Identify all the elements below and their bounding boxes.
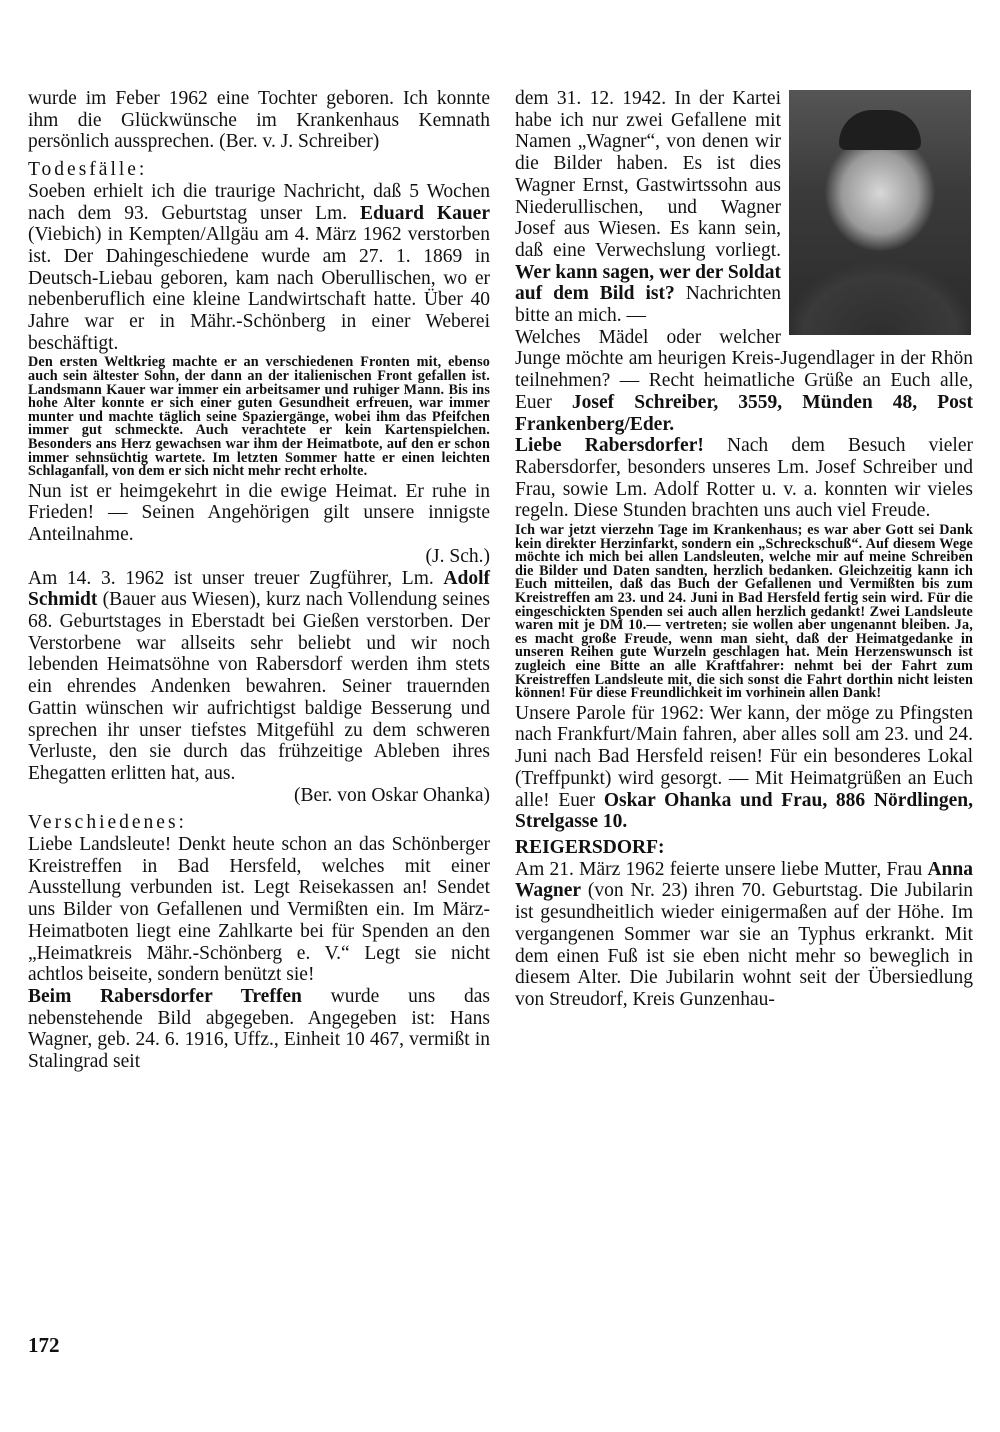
small-print-paragraph: Den ersten Weltkrieg machte er an verschiedenen Fronten mit, ebenso auch sein ältester Sohn, der dann an der italienischen Front gefallen ist. Landsmann Kauer war immer ein arbeitsamer und ruhiger Mann. Bis ins hohe Alter konnte er sich einer guten Gesundheit erfreuen, war immer munter und machte täglich seine Spaziergänge, wobei ihm das Pfeifchen immer gut schmeckte. Auch verachtete er kein Kartenspielchen. Besonders ans Herz gewachsen war ihm der Heimatbote, auf den er schon immer sehnsüchtig wartete. Im letzten Sommer hatte er einen leichten Schlaganfall, von dem er sich nicht mehr recht erholte. [28,354,490,480]
section-heading-reigersdorf: REIGERSDORF: [515,837,665,858]
paragraph-kauer [28,181,490,355]
text: Nach dem Besuch vieler Rabersdorfer, besonders unseres Lm. Josef Schreiber und Frau, sowie Lm. Adolf Rotter u. v. a. konnten wir vieles regeln. Diese Stunden brachten uns auch viel Freude. [515,435,973,522]
page-number: 172 [28,1333,60,1357]
section-heading-todesfaelle: Todesfälle: [28,159,148,181]
cap-shape [839,110,921,150]
author-address: Oskar Ohanka und Frau, 886 Nördlingen, Strelgasse 10. [515,789,973,833]
text: Am 21. März 1962 feierte unsere liebe Mutter, Frau [515,858,928,880]
text: (von Nr. 23) ihren 70. Geburtstag. Die Jubilarin ist gesundheitlich wieder einigermaßen auf der Höhe. Im vergangenen Sommer war sie an Typhus erkrankt. Mit dem einen Fuß ist sie eben nicht mehr so beweglich in diesem Alter. Die Jubilarin wohnt seit der Übersiedlung von Streudorf, Kreis Gunzenhau- [515,880,973,1010]
author-address: Josef Schreiber, 3559, Münden 48, Post Frankenberg/Eder. [515,391,973,435]
text: Am 14. 3. 1962 ist unser treuer Zugführer, Lm. [28,567,444,589]
paragraph [515,859,973,1011]
text: (Viebich) in Kempten/Allgäu am 4. März 1962 verstorben ist. Der Dahingeschiedene wurde am 27. 1. 1869 in Deutsch-Liebau geboren, kam nach Oberullischen, wo er nebenberuflich eine kleine Landwirtschaft hatte. Über 40 Jahre war er in Mähr.-Schönberg in einer Weberei beschäftigt. [28,224,490,354]
soldier-photo [789,90,971,335]
signature: (Ber. von Oskar Ohanka) [293,784,490,806]
paragraph [515,435,973,522]
text: wurde uns das nebenstehende Bild abgegeben. Angegeben ist: Hans Wagner, geb. 24. 6. 1916, Uffz., Einheit 10 467, vermißt in Stalingrad seit [28,985,490,1073]
signature: (J. Sch.) [425,545,490,567]
paragraph-schmidt [28,568,490,785]
right-column [515,88,973,1011]
bold-lead: Beim Rabersdorfer Treffen [28,985,302,1007]
person-name: Anna Wagner [515,858,973,902]
text: (Bauer aus Wiesen), kurz nach Vollendung seines 68. Geburtstages in Eberstadt bei Gießen verstorben. Der Verstorbene war allseits sehr beliebt und wir noch lebenden Heimatsöhne von Rabersdorf werden ihm stets ein ehrendes Andenken bewahren. Seiner trauernden Gattin wünschen wir aufrichtigst baldige Besserung und sprechen ihr unser tiefstes Mitgefühl zu dem schweren Verluste, den sie durch das frühzeitige Ableben ihres Ehegatten erlitten hat, aus. [28,589,490,784]
bold-lead: Liebe Rabersdorfer! [515,435,704,457]
paragraph [515,327,973,436]
text: Unsere Parole für 1962: Wer kann, der möge zu Pfingsten nach Frankfurt/Main fahren, aber alles soll am 23. und 24. Juni nach Bad Hersfeld reisen! Für ein besonderes Lokal (Treffpunkt) wird gesorgt. — Mit Heimatgrüßen an Euch alle! Euer [515,702,973,811]
paragraph [515,703,973,833]
section-heading-verschiedenes: Verschiedenes: [28,812,187,834]
text: dem 31. 12. 1942. In der Kartei habe ich nur zwei Gefallene mit Namen „Wagner“, von denen wir die Bilder haben. Es ist dies Wagner Ernst, Gastwirtssohn aus Niederullischen, und Wagner Josef aus Wiesen. Es kann sein, daß eine Verwechslung vorliegt. [515,88,781,261]
paragraph: Liebe Landsleute! Denkt heute schon an das Schönberger Kreistreffen in Bad Hersfeld, welches mit einer Ausstellung verbunden ist. Legt Reisekassen an! Sendet uns Bilder von Gefallenen und Vermißten ein. Im März-Heimatboten liegt eine Zahlkarte bei für Spenden an den „Heimatkreis Mähr.-Schönberg e. V.“ Legt sie nicht achtlos beiseite, sondern benützt sie! [28,834,490,986]
person-name: Adolf Schmidt [28,567,490,611]
text: Soeben erhielt ich die traurige Nachricht, daß 5 Wochen nach dem 93. Geburtstag unser Lm. [28,180,490,224]
paragraph-wagner [515,88,973,327]
bold-question: Wer kann sagen, wer der Soldat auf dem Bild ist? [515,261,781,305]
left-column [28,88,490,1073]
person-name: Eduard Kauer [360,202,490,224]
small-print-paragraph: Ich war jetzt vierzehn Tage im Krankenhaus; es war aber Gott sei Dank kein direkter Herzinfarkt, sondern ein „Schreckschuß“. Auf diesem Wege möchte ich mich bei allen Landsleuten, welche mir auf meine Schreiben die Bilder und Daten sandten, herzlich bedanken. Gleichzeitig kann ich Euch mitteilen, daß das Buch der Gefallenen und Vermißten bis zum Kreistreffen am 23. und 24. Juni in Bad Hersfeld fertig sein wird. Für die eingeschickten Spenden sei auch allen herzlich gedankt! Zwei Landsleute waren mit je DM 10.— vertreten; sie wollen aber ungenannt bleiben. Ja, es macht große Freude, wenn man sieht, daß der Heimatgedanke in unseren Reihen gute Wurzeln geschlagen hat. Mein Herzenswunsch ist zugleich eine Bitte an alle Kraftfahrer: nehmt bei der Fahrt zum Kreistreffen Landsleute mit, die sich sonst die Fahrt dorthin nicht leisten können! Für diese Freundlichkeit im vorhinein allen Dank! [515,522,973,702]
paragraph-treffen [28,986,490,1073]
paragraph: Nun ist er heimgekehrt in die ewige Heimat. Er ruhe in Frieden! — Seinen Angehörigen gilt unsere innigste Anteilnahme. [28,480,490,546]
text: Nachrichten bitte an mich. — [515,283,781,327]
paragraph: wurde im Feber 1962 eine Tochter geboren. Ich konnte ihm die Glückwünsche im Krankenhaus Kemnath persönlich aussprechen. (Ber. v. J. Schreiber) [28,88,490,153]
text: Welches Mädel oder welcher Junge möchte am heurigen Kreis-Jugendlager in der Rhön teilnehmen? — Recht heimatliche Grüße an Euch alle, Euer [515,326,973,413]
